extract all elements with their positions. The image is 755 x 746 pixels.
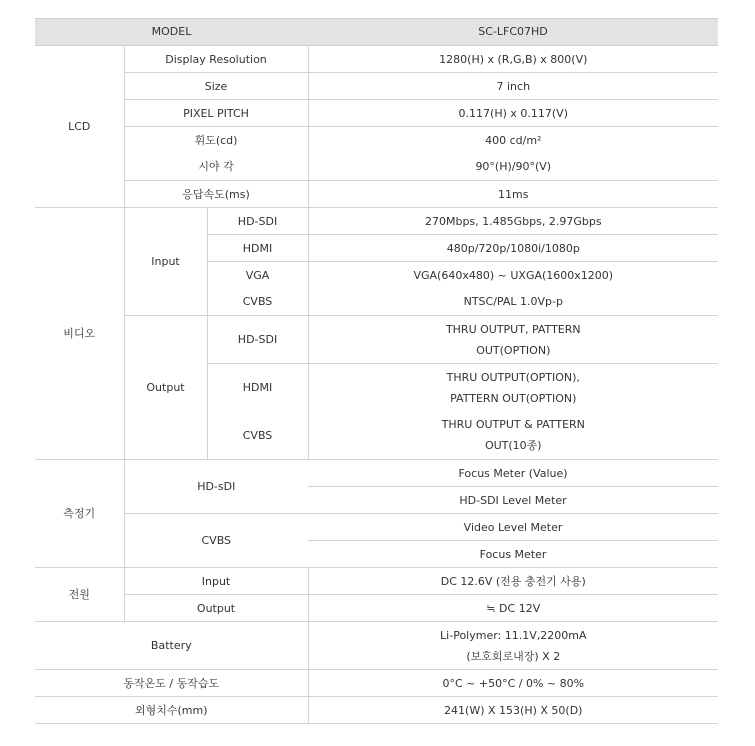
meter-hdsdi-label: HD-sDI	[124, 460, 308, 514]
video-output-label: Output	[124, 316, 207, 460]
value-line: THRU OUTPUT, PATTERN	[445, 322, 581, 336]
lcd-row	[35, 46, 718, 73]
spec-sublabel: HD-SDI	[207, 316, 308, 364]
value-line: OUT(10종)	[484, 439, 542, 453]
temp-row	[35, 670, 718, 697]
spec-value: 11ms	[308, 181, 718, 208]
spec-value	[308, 622, 718, 670]
spec-label: Size	[124, 73, 308, 100]
spec-value: 270Mbps, 1.485Gbps, 2.97Gbps	[308, 208, 718, 235]
spec-value: Focus Meter	[308, 541, 718, 568]
meter-cvbs-label: CVBS	[124, 514, 308, 568]
spec-label: Input	[124, 568, 308, 595]
dims-row	[35, 697, 718, 724]
spec-value: 480p/720p/1080i/1080p	[308, 235, 718, 262]
value-line: OUT(OPTION)	[476, 343, 551, 357]
value-line: (보호회로내장) X 2	[466, 649, 561, 663]
value-line: THRU OUTPUT & PATTERN	[441, 418, 585, 432]
value-line: THRU OUTPUT(OPTION),	[446, 370, 580, 384]
meter-row	[35, 514, 718, 541]
spec-value: 90°(H)/90°(V)	[308, 154, 718, 181]
spec-value: 1280(H) x (R,G,B) x 800(V)	[308, 46, 718, 73]
temp-label: 동작온도 / 동작습도	[35, 670, 308, 697]
spec-label: 응답속도(ms)	[124, 181, 308, 208]
spec-value: NTSC/PAL 1.0Vp-p	[308, 289, 718, 316]
spec-value: 0.117(H) x 0.117(V)	[308, 100, 718, 127]
spec-value	[308, 364, 718, 412]
spec-value: DC 12.6V (전용 충전기 사용)	[308, 568, 718, 595]
spec-label: 휘도(cd)	[124, 127, 308, 154]
lcd-row	[35, 73, 718, 100]
lcd-row	[35, 100, 718, 127]
spec-sublabel: VGA	[207, 262, 308, 289]
value-line: PATTERN OUT(OPTION)	[450, 391, 577, 405]
meter-group-label: 측정기	[35, 460, 124, 568]
spec-value	[308, 316, 718, 364]
spec-value: Focus Meter (Value)	[308, 460, 718, 487]
spec-sublabel: HDMI	[207, 364, 308, 412]
spec-sublabel: HDMI	[207, 235, 308, 262]
dims-label: 외형치수(mm)	[35, 697, 308, 724]
spec-sublabel: HD-SDI	[207, 208, 308, 235]
meter-row	[35, 460, 718, 487]
power-group-label: 전원	[35, 568, 124, 622]
spec-value: ≒ DC 12V	[308, 595, 718, 622]
spec-value: VGA(640x480) ~ UXGA(1600x1200)	[308, 262, 718, 289]
spec-sublabel: CVBS	[207, 412, 308, 460]
lcd-row	[35, 154, 718, 181]
video-row	[35, 208, 718, 235]
spec-label: Display Resolution	[124, 46, 308, 73]
spec-value: 7 inch	[308, 73, 718, 100]
video-input-label: Input	[124, 208, 207, 316]
model-value: SC-LFC07HD	[308, 19, 718, 46]
value-line: Li-Polymer: 11.1V,2200mA	[440, 628, 587, 642]
power-row	[35, 568, 718, 595]
spec-value	[308, 412, 718, 460]
lcd-row	[35, 127, 718, 154]
spec-label: 시야 각	[124, 154, 308, 181]
spec-label: PIXEL PITCH	[124, 100, 308, 127]
spec-label: Output	[124, 595, 308, 622]
video-row	[35, 316, 718, 364]
spec-table	[35, 18, 718, 724]
lcd-group-label: LCD	[35, 46, 124, 208]
spec-value: Video Level Meter	[308, 514, 718, 541]
battery-label: Battery	[35, 622, 308, 670]
model-label: MODEL	[35, 19, 308, 46]
lcd-row	[35, 181, 718, 208]
header-row	[35, 19, 718, 46]
spec-value: 241(W) X 153(H) X 50(D)	[308, 697, 718, 724]
spec-sublabel: CVBS	[207, 289, 308, 316]
spec-value: HD-SDI Level Meter	[308, 487, 718, 514]
power-row	[35, 595, 718, 622]
spec-value: 0°C ~ +50°C / 0% ~ 80%	[308, 670, 718, 697]
spec-value: 400 cd/m²	[308, 127, 718, 154]
video-group-label: 비디오	[35, 208, 124, 460]
battery-row	[35, 622, 718, 670]
